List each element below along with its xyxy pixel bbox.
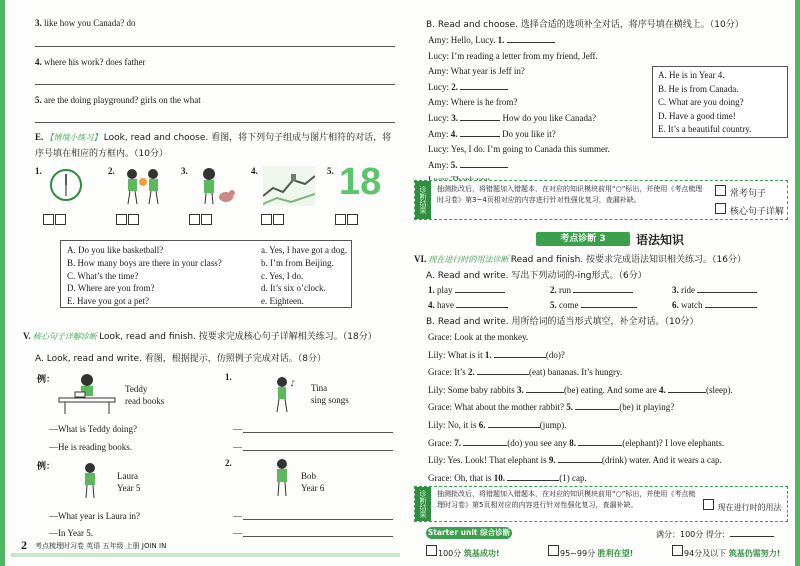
option-B: B. How many boys are there in your class? (67, 257, 222, 268)
svg-text:♪: ♪ (290, 379, 296, 388)
answer-box[interactable] (201, 214, 212, 225)
section-b-instruction: B. Read and choose. 选择合适的选项补全对话，将序号填在横线上。（10分） (426, 20, 744, 30)
grade-checkbox-1[interactable] (426, 545, 437, 556)
option-d: d. It’s six o’clock. (261, 283, 326, 294)
option-c: c. Yes, I do. (261, 270, 304, 281)
boy-reading-icon (57, 372, 117, 414)
fill-line: Grace: Look at the monkey. (428, 332, 529, 342)
dialogue-line: Lucy: 2. (428, 80, 648, 96)
great-wall-icon (263, 166, 315, 206)
diagnosis-tip-2 (414, 486, 788, 522)
fill-line: Grace: 7. (do) you see any 8. (elephant)? I love elephants. (428, 437, 725, 448)
grade-checkbox-3[interactable] (672, 545, 683, 556)
dialogue-line: Lucy: Yes, I do. I’m going to Canada this summer. (428, 144, 610, 155)
checkbox-present-continuous[interactable] (703, 499, 714, 510)
diagnosis-banner: 考点诊断 3 (536, 232, 630, 246)
answer-box[interactable] (347, 214, 358, 225)
verb-5: 5. come (550, 298, 637, 313)
reorder-5: 5. are the doing playground? girls on the what (35, 95, 201, 105)
fill-blank-8[interactable] (578, 437, 622, 446)
tip-1-text: 抽测批改后，将错题加入错题本，在对应的知识模块前用“○”标出，并使用《考点梳理时习卷》第3~4页相对应的内容进行针对性强化复习，查漏补缺。 (437, 185, 703, 204)
dialogue-b (428, 33, 648, 189)
answer-box[interactable] (55, 214, 66, 225)
dialogue-line: Lucy: 3. How do you like Canada? (428, 112, 596, 123)
reorder-3-words: like how you Canada? do (44, 18, 136, 28)
options-box-e (60, 240, 352, 308)
blank-4[interactable] (460, 128, 500, 137)
item-2-caption: Bob Year 6 (301, 471, 325, 493)
answer-line-5[interactable] (35, 122, 395, 123)
option-C: C. What’s the time? (67, 270, 139, 281)
answer-line-3[interactable] (35, 46, 395, 47)
diagnosis-flag: 诊断结果 (415, 487, 431, 521)
footer-stripe (11, 553, 401, 557)
dialogue-line: Amy: What year is Jeff in? (428, 66, 525, 77)
score-blank[interactable] (730, 528, 774, 537)
choice-A: A. He is in Year 4. (658, 70, 725, 80)
example-1-question: —What is Teddy doing? (49, 424, 137, 434)
section-va-instruction: A. Look, read and write. 看图，根据提示，仿照例子完成对话。（8分） (35, 354, 327, 364)
options-left-list (67, 244, 222, 308)
dialogue-line: Lucy: I’m reading a letter from my friend, Jeff. (428, 50, 598, 61)
footer-text: 考点梳理时习卷 英语 五年级 上册 JOIN IN (35, 542, 167, 550)
fill-blank-9[interactable] (558, 454, 602, 463)
fill-line: Grace: It’s 2. (eat) bananas. It’s hungry. (428, 367, 623, 378)
score-line: 满分：100分 得分： (656, 528, 774, 540)
blank-1[interactable] (507, 34, 555, 43)
option-D: D. Where are you from? (67, 283, 155, 294)
section-vib-instruction: B. Read and write. 用所给词的适当形式填空，补全对话。（10分） (426, 317, 699, 327)
option-a: a. Yes, I have got a dog. (261, 245, 347, 255)
dialogue-line: Amy: 5. (428, 158, 648, 174)
section-v-heading: V. 核心句子详解诊断 Look, read and finish. 按要求完成核心句子详解相关练习。（18分） (23, 331, 377, 342)
grade-1: 100分 筑基成功! (426, 545, 499, 559)
tip-2-text: 抽测批改后，将错题加入错题本，在对应的知识模块前用“○”标出，并使用《考点梳理时习卷》第5页相对应的内容进行针对性强化复习，查漏补缺。 (437, 490, 696, 509)
grade-3: 94分及以下 筑基仍需努力! (672, 545, 780, 559)
choice-B: B. He is from Canada. (658, 83, 739, 94)
option-e: e. Eighteen. (261, 296, 304, 307)
fill-line: Lily: No, it is 6. (jump). (428, 419, 567, 430)
choice-E: E. It’s a beautiful country. (658, 124, 752, 135)
fill-blank-7[interactable] (463, 437, 507, 446)
example-2-question: —What year is Laura in? (49, 511, 140, 521)
section-e-heading: E. 【情境小练习】 Look, read and choose. 看图，将下列句子组成与图片相符的对话，将序号填在相应的方框内。（10分） (35, 132, 392, 159)
item-2-answer-line[interactable] (243, 536, 393, 537)
item-1-caption: Tina sing songs (311, 383, 349, 405)
fill-blank-4[interactable] (668, 384, 706, 393)
answer-box[interactable] (128, 214, 139, 225)
basketball-kids-icon (120, 166, 166, 206)
item-1-answer-line[interactable] (243, 450, 393, 451)
fill-blank-10[interactable] (507, 472, 559, 481)
verb-3: 3. ride (672, 283, 757, 298)
checkbox-common-sentences[interactable] (715, 185, 726, 196)
item-1-number: 1. (225, 372, 232, 382)
tip-2-option: 现在进行时的用法 (703, 499, 782, 513)
option-b: b. I’m from Beijing. (261, 257, 334, 268)
answer-box[interactable] (189, 214, 200, 225)
example-1-caption: Teddy read books (125, 384, 165, 406)
girl-with-dog-icon (195, 166, 235, 206)
reorder-4-words: where his work? does father (44, 57, 146, 67)
blank-2[interactable] (460, 81, 508, 90)
reorder-4: 4. where his work? does father (35, 57, 146, 67)
item-2-question-line[interactable] (243, 519, 393, 520)
example-label-2: 例： (37, 462, 56, 472)
example-2-answer: —In Year 5. (49, 528, 93, 538)
fill-line: Lily: Yes. Look! That elephant is 9. (drink) water. And it wears a cap. (428, 455, 722, 466)
picture-2-boxes (116, 214, 140, 227)
blank-5[interactable] (460, 159, 508, 168)
choice-C: C. What are you doing? (658, 97, 744, 108)
starter-unit-label: Starter unit 综合诊断 (427, 528, 511, 537)
reorder-5-words: are the doing playground? girls on the what (44, 95, 201, 105)
choices-box-b (652, 66, 788, 138)
boy-bob-icon (267, 458, 297, 498)
fill-blank-5[interactable] (575, 401, 619, 410)
number-eighteen-graphic: 18 (339, 161, 382, 203)
answer-box[interactable] (273, 214, 284, 225)
fill-blank-6[interactable] (488, 419, 540, 428)
fill-line: Lily: Some baby rabbits 3. (be) eating. And some are 4. (sleep). (428, 384, 733, 395)
picture-5-boxes (335, 214, 359, 227)
diagnosis-flag: 诊断结果 (415, 181, 431, 219)
blank-3[interactable] (460, 112, 500, 121)
fill-dialogue (428, 329, 793, 487)
tip-1-option-1: 常考句子 (715, 185, 766, 199)
answer-box[interactable] (43, 214, 54, 225)
verb-6: 6. watch (672, 298, 757, 313)
grade-2: 95~99分 胜利在望! (548, 545, 633, 559)
option-A: A. Do you like basketball? (67, 245, 164, 255)
options-right-list (261, 244, 347, 308)
fill-blank-2[interactable] (477, 366, 529, 375)
fill-line: Lily: What is it 1. (do)? (428, 349, 565, 360)
clock-icon (49, 168, 83, 202)
item-2-number: 2. (225, 458, 232, 468)
girl-laura-icon (75, 462, 105, 500)
verb-1: 1. play (428, 283, 505, 298)
fill-line: Grace: Oh, that is 10. (1) cap. (428, 472, 587, 483)
tip-1-option-2: 核心句子详解 (715, 203, 784, 217)
verb-4: 4. have (428, 298, 508, 313)
picture-3-boxes (189, 214, 213, 227)
fill-blank-3[interactable] (526, 384, 564, 393)
answer-box[interactable] (116, 214, 127, 225)
diagnosis-tip-1 (414, 180, 788, 220)
section-vi-heading: VI. 现在进行时的用法诊断 Read and finish. 按要求完成语法知识相关练习。（16分） (414, 254, 746, 265)
dialogue-line: Amy: Where is he from? (428, 97, 518, 108)
reorder-3: 3. like how you Canada? do (35, 18, 136, 28)
dialogue-line: Amy: Hello, Lucy. 1. (428, 33, 648, 49)
page-number: 2 (21, 538, 27, 552)
verb-2: 2. run (550, 283, 633, 298)
picture-1-boxes (43, 214, 67, 227)
answer-box[interactable] (261, 214, 272, 225)
item-1-question-line[interactable] (243, 432, 393, 433)
option-E: E. Have you got a pet? (67, 296, 149, 307)
right-page (400, 0, 800, 566)
grade-checkbox-2[interactable] (548, 545, 559, 556)
checkbox-core-sentences[interactable] (715, 203, 726, 214)
picture-4-boxes (261, 214, 285, 227)
girl-singing-icon (267, 376, 299, 414)
left-page: 3. like how you Canada? do 4. where his work? does father 5. are the doing playground? girls on the what E. 【情境小练习】 Look, read and choose. 看图，将下列句子组成与图片相符的对话，将序号填在相应的方框内。（10分） 1. 2. 3. 4. 5. 18 A. Do you like basketball? B. How many boys are there in your class? C. What’s the time? D. Where are you from? E. Have you got a pet? a. Yes, I have got a dog. b. I’m from Beijing. c. Yes, I do. d. It’s six o’clock. e. Eighteen. V. 核心句子详解诊断 Look, read and finish. 按要求完成核心句子详解相关练习。（18分） A. Look, read and write. 看图，根据提示，仿照例子完成对话。（8分） 例： Teddy read books —What is Teddy doing? —He is reading books. 1. ♪ Tina sing songs — — 例： Laura Year 5 —What year is Laura in? —In Year 5. 2. Bob Year 6 — — 2 考点梳理时习卷 英语 五年级 上册 JOIN IN (0, 0, 400, 566)
fill-blank-1[interactable] (494, 349, 546, 358)
example-label-1: 例： (37, 375, 56, 385)
example-1-answer: —He is reading books. (49, 442, 132, 452)
dialogue-line: Amy: 4. Do you like it? (428, 128, 556, 139)
banner-title: 语法知识 (636, 233, 685, 247)
answer-box[interactable] (335, 214, 346, 225)
choice-D: D. Have a good time! (658, 110, 736, 121)
answer-line-4[interactable] (35, 84, 395, 85)
example-2-caption: Laura Year 5 (117, 471, 141, 493)
fill-line: Grace: What about the mother rabbit? 5. (be) it playing? (428, 402, 675, 413)
section-via-instruction: A. Read and write. 写出下列动词的-ing形式。（6分） (426, 271, 647, 281)
